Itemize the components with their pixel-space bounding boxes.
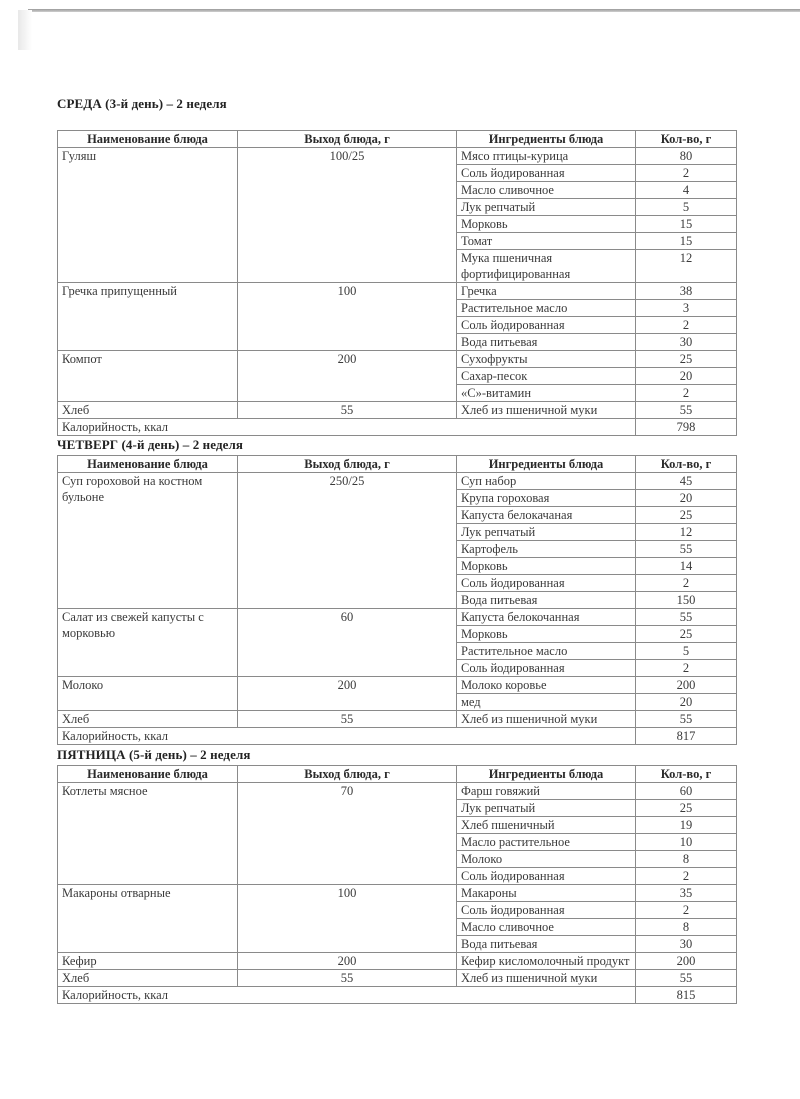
table-row <box>58 283 737 300</box>
header-dish: Наименование блюда <box>58 456 238 473</box>
dish-name: Салат из свежей капусты с морковью <box>58 609 238 677</box>
header-qty: Кол-во, г <box>636 456 737 473</box>
ingredient-qty: 30 <box>636 936 737 953</box>
ingredient-name: Вода питьевая <box>457 592 636 609</box>
ingredient-qty: 10 <box>636 834 737 851</box>
table-row <box>58 609 737 626</box>
ingredient-qty: 5 <box>636 643 737 660</box>
dish-yield: 200 <box>238 953 457 970</box>
ingredient-qty: 2 <box>636 575 737 592</box>
ingredient-name: «С»-витамин <box>457 385 636 402</box>
calorie-row <box>58 987 737 1004</box>
ingredient-name: Соль йодированная <box>457 660 636 677</box>
dish-name: Котлеты мясное <box>58 783 238 885</box>
ingredient-qty: 80 <box>636 148 737 165</box>
ingredient-qty: 200 <box>636 677 737 694</box>
header-qty: Кол-во, г <box>636 766 737 783</box>
ingredient-qty: 8 <box>636 919 737 936</box>
dish-yield: 60 <box>238 609 457 677</box>
ingredient-qty: 55 <box>636 711 737 728</box>
header-ingredients: Ингредиенты блюда <box>457 456 636 473</box>
ingredient-name: Макароны <box>457 885 636 902</box>
calorie-label: Калорийность, ккал <box>58 419 636 436</box>
ingredient-qty: 12 <box>636 524 737 541</box>
ingredient-qty: 55 <box>636 609 737 626</box>
ingredient-name: Лук репчатый <box>457 524 636 541</box>
calorie-label: Калорийность, ккал <box>58 987 636 1004</box>
ingredient-name: Морковь <box>457 558 636 575</box>
ingredient-qty: 20 <box>636 694 737 711</box>
ingredient-qty: 20 <box>636 368 737 385</box>
dish-name: Суп гороховой на костном бульоне <box>58 473 238 609</box>
menu-table <box>57 765 737 1004</box>
ingredient-name: Масло сливочное <box>457 182 636 199</box>
table-row <box>58 473 737 490</box>
ingredient-name: Картофель <box>457 541 636 558</box>
table-header-row <box>58 131 737 148</box>
ingredient-name: Крупа гороховая <box>457 490 636 507</box>
ingredient-name: Лук репчатый <box>457 800 636 817</box>
calorie-value: 798 <box>636 419 737 436</box>
table-row <box>58 402 737 419</box>
ingredient-qty: 4 <box>636 182 737 199</box>
dish-yield: 100 <box>238 885 457 953</box>
table-row <box>58 783 737 800</box>
ingredient-name: Капуста белокочанная <box>457 609 636 626</box>
ingredient-qty: 8 <box>636 851 737 868</box>
ingredient-qty: 60 <box>636 783 737 800</box>
ingredient-qty: 15 <box>636 233 737 250</box>
dish-yield: 250/25 <box>238 473 457 609</box>
dish-yield: 55 <box>238 402 457 419</box>
ingredient-qty: 25 <box>636 351 737 368</box>
ingredient-name: Сахар-песок <box>457 368 636 385</box>
ingredient-name: мед <box>457 694 636 711</box>
ingredient-qty: 2 <box>636 165 737 182</box>
dish-name: Хлеб <box>58 970 238 987</box>
ingredient-qty: 5 <box>636 199 737 216</box>
ingredient-name: Хлеб из пшеничной муки <box>457 970 636 987</box>
dish-name: Компот <box>58 351 238 402</box>
ingredient-name: Фарш говяжий <box>457 783 636 800</box>
table-row <box>58 677 737 694</box>
scan-edge <box>28 9 800 12</box>
menu-table <box>57 130 737 436</box>
ingredient-name: Капуста белокачаная <box>457 507 636 524</box>
ingredient-qty: 200 <box>636 953 737 970</box>
ingredient-name: Мясо птицы-курица <box>457 148 636 165</box>
dish-name: Хлеб <box>58 402 238 419</box>
ingredient-name: Хлеб пшеничный <box>457 817 636 834</box>
dish-yield: 55 <box>238 711 457 728</box>
ingredient-qty: 19 <box>636 817 737 834</box>
ingredient-qty: 25 <box>636 507 737 524</box>
dish-name: Гуляш <box>58 148 238 283</box>
table-row <box>58 711 737 728</box>
header-yield: Выход блюда, г <box>238 456 457 473</box>
scan-corner <box>18 10 32 50</box>
ingredient-qty: 55 <box>636 402 737 419</box>
header-qty: Кол-во, г <box>636 131 737 148</box>
dish-yield: 100 <box>238 283 457 351</box>
ingredient-name: Масло сливочное <box>457 919 636 936</box>
ingredient-qty: 2 <box>636 868 737 885</box>
ingredient-qty: 12 <box>636 250 737 283</box>
ingredient-qty: 30 <box>636 334 737 351</box>
ingredient-name: Томат <box>457 233 636 250</box>
ingredient-qty: 2 <box>636 902 737 919</box>
ingredient-qty: 2 <box>636 385 737 402</box>
ingredient-name: Соль йодированная <box>457 902 636 919</box>
ingredient-qty: 25 <box>636 800 737 817</box>
ingredient-name: Морковь <box>457 626 636 643</box>
table-row <box>58 351 737 368</box>
ingredient-qty: 2 <box>636 317 737 334</box>
ingredient-name: Сухофрукты <box>457 351 636 368</box>
ingredient-qty: 20 <box>636 490 737 507</box>
ingredient-qty: 55 <box>636 970 737 987</box>
ingredient-name: Соль йодированная <box>457 317 636 334</box>
ingredient-name: Растительное масло <box>457 643 636 660</box>
header-ingredients: Ингредиенты блюда <box>457 766 636 783</box>
header-dish: Наименование блюда <box>58 766 238 783</box>
ingredient-name: Хлеб из пшеничной муки <box>457 402 636 419</box>
ingredient-name: Соль йодированная <box>457 868 636 885</box>
dish-yield: 200 <box>238 677 457 711</box>
ingredient-qty: 2 <box>636 660 737 677</box>
ingredient-qty: 35 <box>636 885 737 902</box>
ingredient-qty: 15 <box>636 216 737 233</box>
dish-name: Гречка припущенный <box>58 283 238 351</box>
header-dish: Наименование блюда <box>58 131 238 148</box>
calorie-row <box>58 728 737 745</box>
header-yield: Выход блюда, г <box>238 131 457 148</box>
table-header-row <box>58 766 737 783</box>
ingredient-name: Кефир кисломолочный продукт <box>457 953 636 970</box>
header-ingredients: Ингредиенты блюда <box>457 131 636 148</box>
ingredient-name: Молоко <box>457 851 636 868</box>
dish-name: Молоко <box>58 677 238 711</box>
ingredient-name: Гречка <box>457 283 636 300</box>
menu-table <box>57 455 737 745</box>
dish-name: Макароны отварные <box>58 885 238 953</box>
table-header-row <box>58 456 737 473</box>
ingredient-name: Масло растительное <box>457 834 636 851</box>
dish-yield: 200 <box>238 351 457 402</box>
ingredient-name: Вода питьевая <box>457 334 636 351</box>
table-row <box>58 970 737 987</box>
ingredient-qty: 3 <box>636 300 737 317</box>
ingredient-name: Лук репчатый <box>457 199 636 216</box>
ingredient-name: Молоко коровье <box>457 677 636 694</box>
ingredient-qty: 38 <box>636 283 737 300</box>
dish-yield: 55 <box>238 970 457 987</box>
dish-name: Кефир <box>58 953 238 970</box>
ingredient-name: Вода питьевая <box>457 936 636 953</box>
ingredient-qty: 150 <box>636 592 737 609</box>
calorie-label: Калорийность, ккал <box>58 728 636 745</box>
ingredient-qty: 55 <box>636 541 737 558</box>
ingredient-qty: 25 <box>636 626 737 643</box>
calorie-value: 817 <box>636 728 737 745</box>
ingredient-name: Морковь <box>457 216 636 233</box>
ingredient-name: Суп набор <box>457 473 636 490</box>
ingredient-name: Растительное масло <box>457 300 636 317</box>
table-row <box>58 953 737 970</box>
ingredient-name: Соль йодированная <box>457 165 636 182</box>
dish-yield: 70 <box>238 783 457 885</box>
header-yield: Выход блюда, г <box>238 766 457 783</box>
table-row <box>58 885 737 902</box>
day-title: СРЕДА (3-й день) – 2 неделя <box>57 96 227 111</box>
ingredient-name: Мука пшеничная фортифицированная <box>457 250 636 283</box>
ingredient-qty: 14 <box>636 558 737 575</box>
ingredient-name: Хлеб из пшеничной муки <box>457 711 636 728</box>
day-title: ПЯТНИЦА (5-й день) – 2 неделя <box>57 747 251 762</box>
ingredient-qty: 45 <box>636 473 737 490</box>
calorie-value: 815 <box>636 987 737 1004</box>
ingredient-name: Соль йодированная <box>457 575 636 592</box>
dish-name: Хлеб <box>58 711 238 728</box>
day-title: ЧЕТВЕРГ (4-й день) – 2 неделя <box>57 437 244 452</box>
dish-yield: 100/25 <box>238 148 457 283</box>
table-row <box>58 148 737 165</box>
calorie-row <box>58 419 737 436</box>
